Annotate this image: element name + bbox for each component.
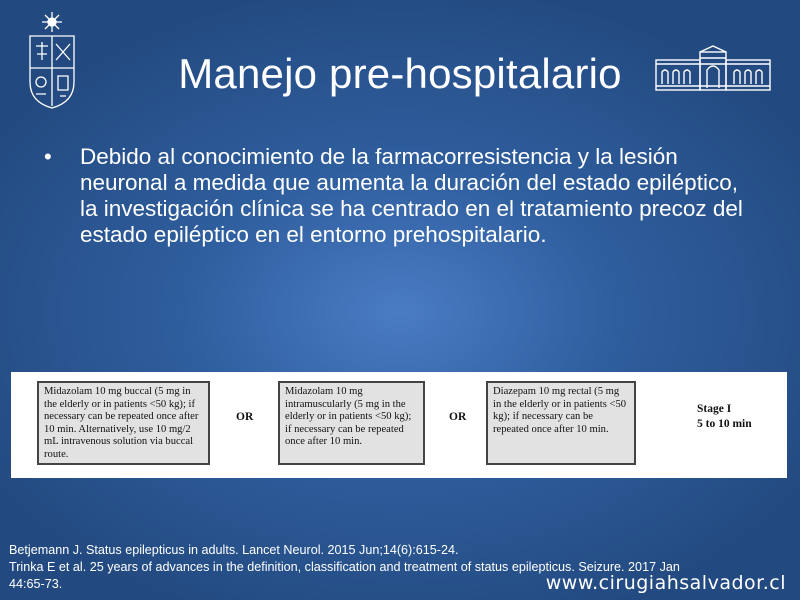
bullet-item [44,144,744,248]
stage-name: Stage I [697,403,732,415]
bullet-text: Debido al conocimiento de la farmacorresistencia y la lesión neuronal a medida que aumenta la duración del estado epiléptico, la investigación clínica se ha centrado en el tratamiento precoz del estado epiléptico en el entorno prehospitalario. [80,144,743,247]
website-url: www.cirugiahsalvador.cl [545,572,786,594]
bullet-dot-icon: • [44,144,52,169]
treatment-flow-figure [11,372,787,478]
reference-line: Betjemann J. Status epilepticus in adults. Lancet Neurol. 2015 Jun;14(6):615-24. [9,543,459,557]
option-diazepam-rectal: Diazepam 10 mg rectal (5 mg in the elderly or in patients <50 kg); if necessary can be repeated once after 10 min. [486,381,636,465]
stage-time: 5 to 10 min [697,418,752,430]
reference-line: Trinka E et al. 25 years of advances in the definition, classification and treatment of status epilepticus. Seizure. 2017 Jan [9,560,680,574]
stage-label [697,402,752,432]
slide-title: Manejo pre-hospitalario [178,50,622,97]
or-connector: OR [449,411,467,423]
option-midazolam-buccal: Midazolam 10 mg buccal (5 mg in the elderly or in patients <50 kg); if necessary can be repeated once after 10 min. Alternatively, use 10 mg/2 mL intravenous solution via buccal route. [37,381,210,465]
or-connector: OR [236,411,254,423]
reference-line: 44:65-73. [9,577,63,591]
option-midazolam-im: Midazolam 10 mg intramuscularly (5 mg in the elderly or in patients <50 kg); if necessary can be repeated once after 10 min. [278,381,425,465]
